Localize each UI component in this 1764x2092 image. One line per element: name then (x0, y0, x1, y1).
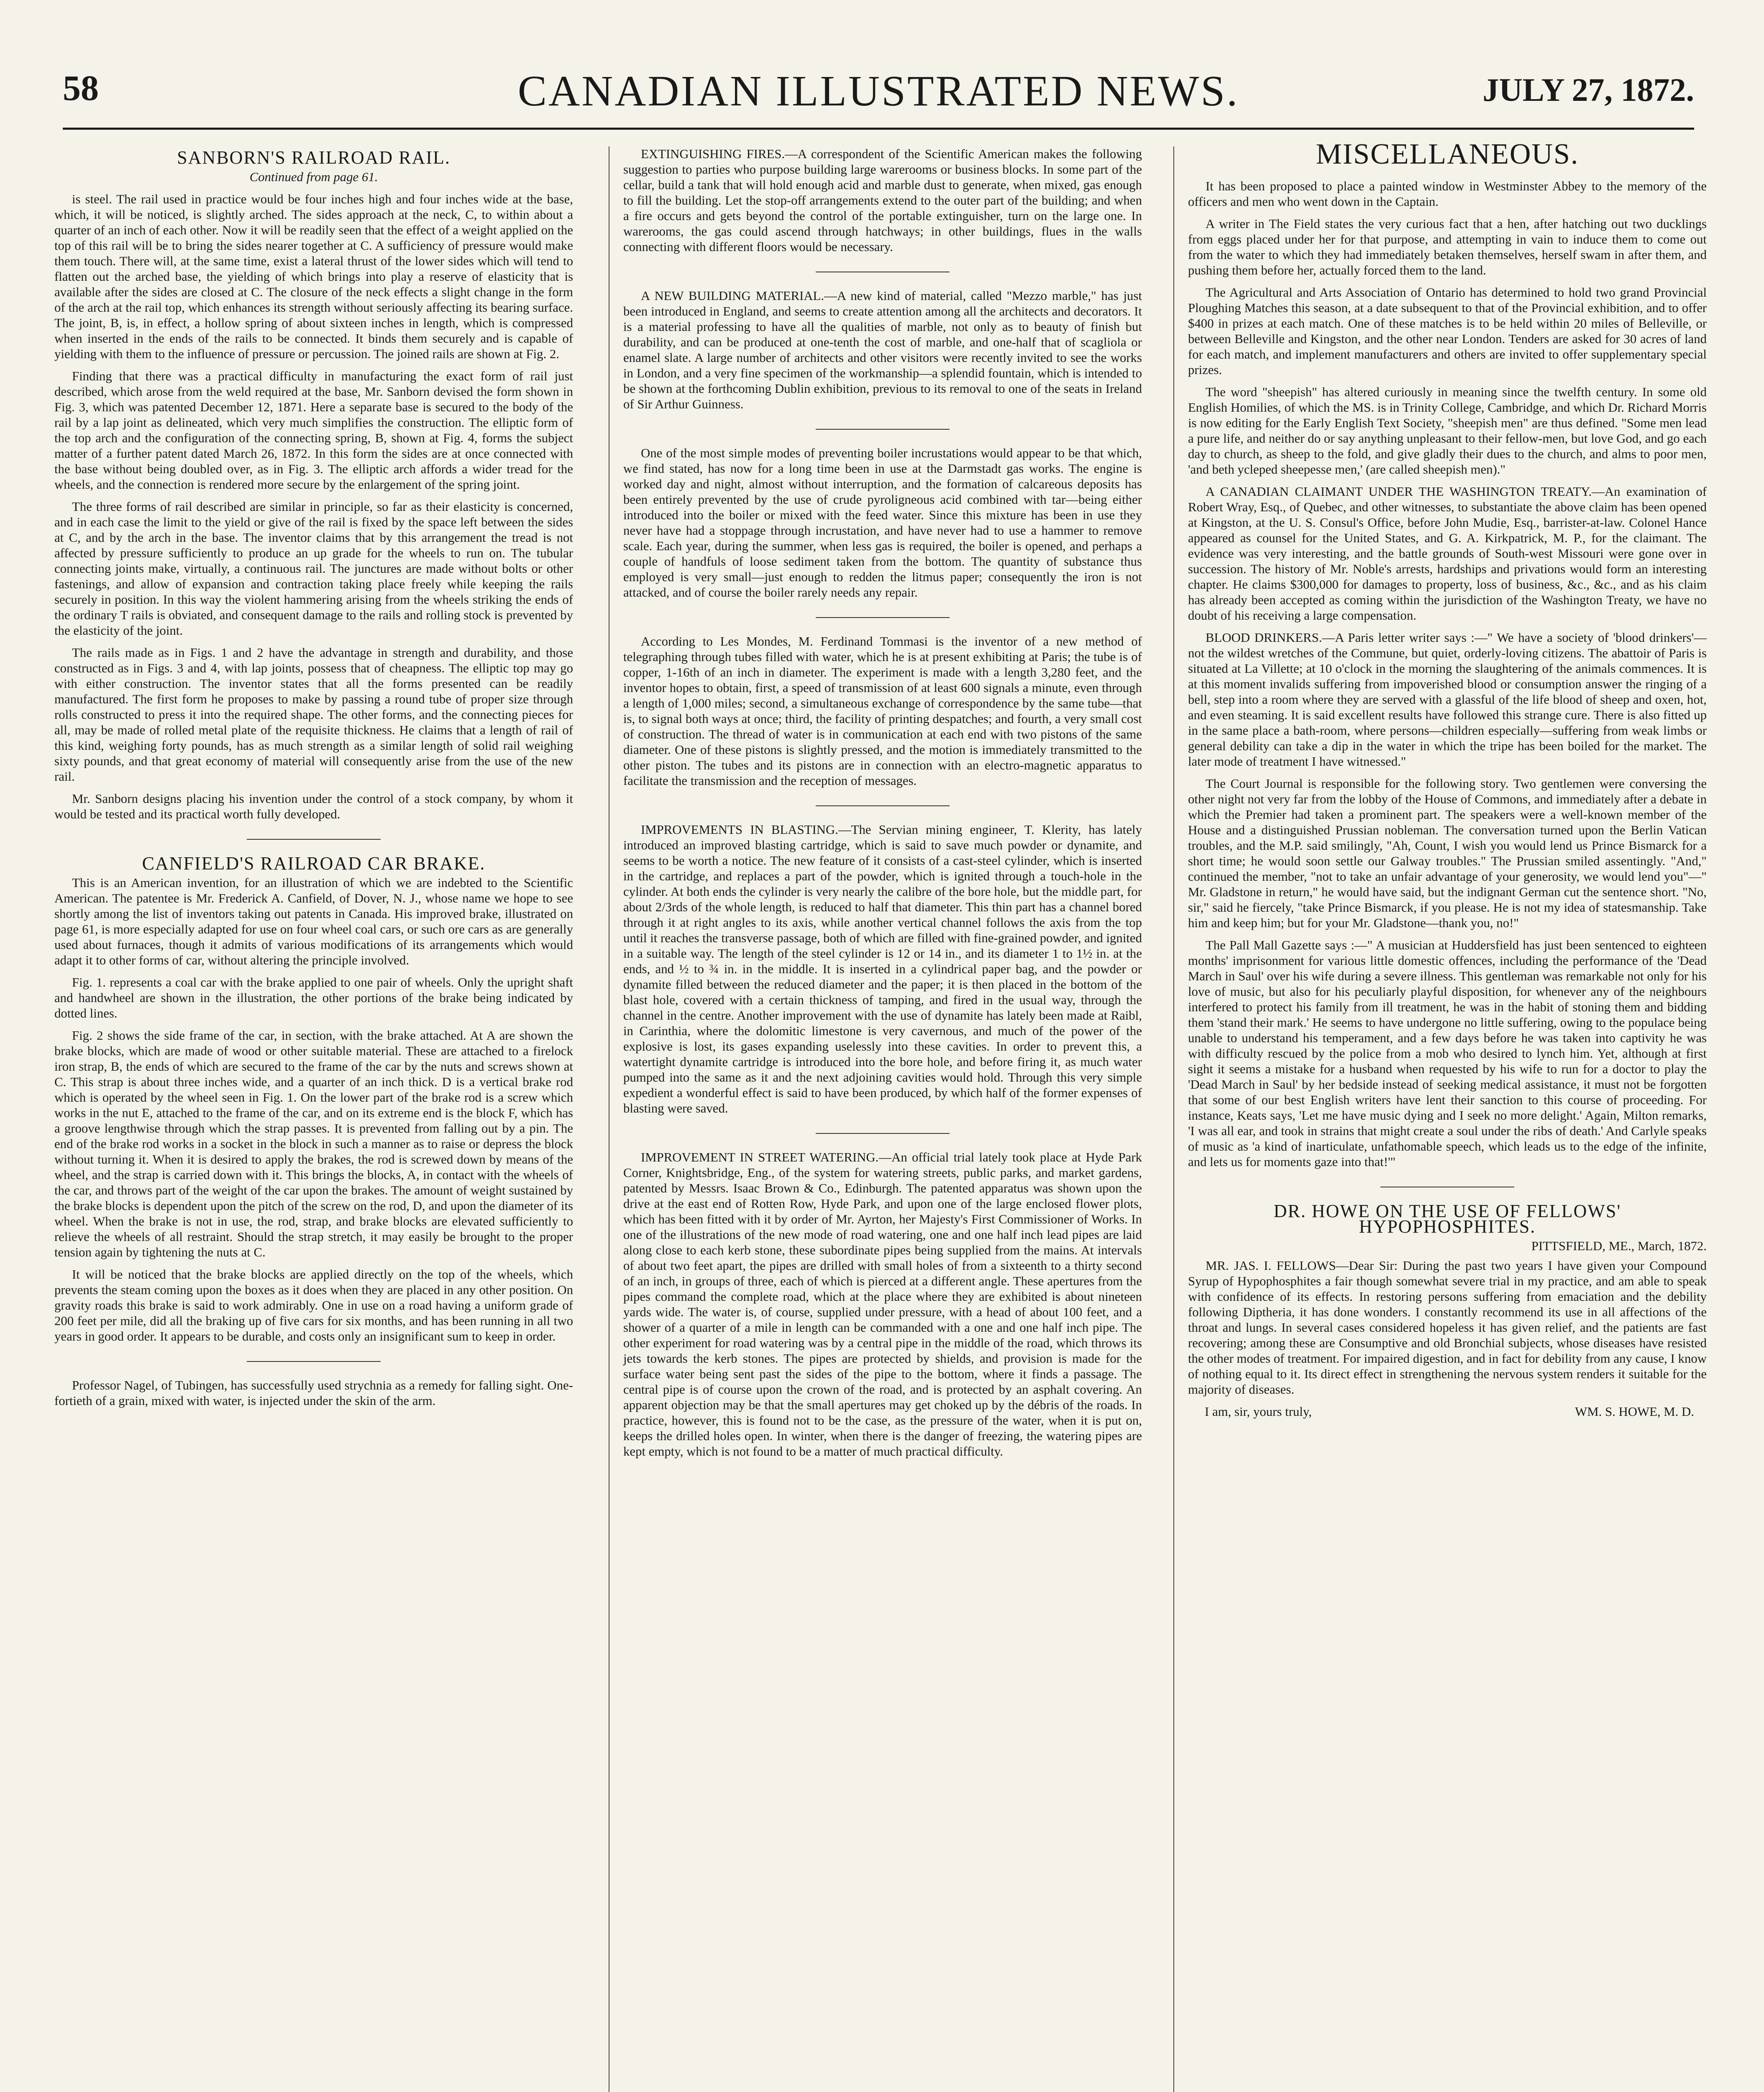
article-heading: SANBORN'S RAILROAD RAIL. (177, 147, 451, 168)
column-2 (623, 146, 1142, 1466)
paragraph: A writer in The Field states the very curious fact that a hen, after hatching out two ducklings from eggs placed under her for that purpose, and attempting in vain to induce them to come out from the water to which they had immediately betaken themselves, herself swam in after them, and pushing them before her, actually forced them to the land. (1188, 217, 1707, 277)
issue-date: JULY 27, 1872. (1482, 72, 1694, 108)
header-rule (63, 128, 1694, 130)
paragraph: It has been proposed to place a painted window in Westminster Abbey to the memory of the officers and men who went down in the Captain. (1188, 179, 1707, 209)
signature: WM. S. HOWE, M. D. (1575, 1405, 1694, 1419)
paragraph: BLOOD DRINKERS.—A Paris letter writer says :—" We have a society of 'blood drinkers'—not the wildest wretches of the Commune, but quiet, orderly-loving citizens. The abattoir of Paris is situated at La Villette; at 10 o'clock in the morning the slaughtering of the animals commences. It is at this moment invalids suffering from impoverished blood or consumption answer the ringing of a bell, step into a room where they are served with a glassful of the life blood of sheep and oxen, hot, and even steaming. It is said excellent results have followed this strange cure. There is also fitted up in the same place a bath-room, where persons—children especially—suffering from weak limbs or general debility can take a dip in the water in which the tripe has been boiled for the market. The later mode of treatment I have witnessed." (1188, 631, 1707, 769)
separator (816, 429, 950, 430)
signature-block (1188, 1404, 1707, 1420)
dateline: PITTSFIELD, ME., March, 1872. (1531, 1239, 1707, 1253)
article-heading: CANFIELD'S RAILROAD CAR BRAKE. (142, 853, 486, 874)
column-3 (1188, 138, 1707, 1420)
paragraph: EXTINGUISHING FIRES.—A correspondent of the Scientific American makes the following suggestion to parties who purpose building large warerooms or business blocks. In some part of the cellar, build a tank that will hold enough acid and marble dust to generate, when mixed, gas enough to fill the building. Let the stop-off arrangements extend to the outer part of the building; and when a fire occurs and gets beyond the control of the portable extinguisher, turn on the large one. In warerooms, the gas could ascend through hatchways; in other buildings, flues in the walls connecting with different floors would be necessary. (623, 147, 1142, 254)
paragraph: It will be noticed that the brake blocks are applied directly on the top of the wheels, which prevents the steam coming upon the boxes as it does when they are placed in any other position. On gravity roads this brake is said to work admirably. One in use on a road having a uniform grade of 200 feet per mile, did all the braking up of five cars for six months, and has been running in all two years in good order. It appears to be durable, and costs only an insignificant sum to keep in order. (54, 1267, 573, 1343)
paragraph: A CANADIAN CLAIMANT UNDER THE WASHINGTON TREATY.—An examination of Robert Wray, Esq., of Quebec, and other witnesses, to substantiate the above claim has been opened at Kingston, at the U. S. Consul's Office, before John Mudie, Esq., barrister-at-law. Colonel Hance appeared as counsel for the United States, and G. A. Kirkpatrick, M. P., for the claimant. The evidence was very interesting, and the battle grounds of South-west Missouri were gone over in succession. The history of Mr. Noble's arrests, hardships and privations would form an interesting chapter. He claims $300,000 for damages to property, loss of business, &c., &c., and as his claim has already been accepted as coming within the jurisdiction of the Washington Treaty, we have no doubt of his receiving a large compensation. (1188, 485, 1707, 623)
separator (816, 617, 950, 618)
paragraph: MR. JAS. I. FELLOWS—Dear Sir: During the past two years I have given your Compound Syrup of Hypophosphites a fair though somewhat severe trial in my practice, and am able to speak with confidence of its effects. In restoring persons suffering from emaciation and the debility following Diptheria, it has done wonders. I constantly recommend its use in all affections of the throat and lungs. In several cases considered hopeless it has given relief, and the patients are fast recovering; among these are Consumptive and old Bronchial subjects, whose diseases have resisted the other modes of treatment. For impaired digestion, and in fact for debility from any cause, I know of nothing equal to it. Its direct effect in strengthening the nervous system renders it suitable for the majority of diseases. (1188, 1259, 1707, 1397)
paragraph: IMPROVEMENT IN STREET WATERING.—An official trial lately took place at Hyde Park Corner, Knightsbridge, Eng., of the system for watering streets, public parks, and market gardens, patented by Messrs. Isaac Brown & Co., Edinburgh. The patented apparatus was shown upon the drive at the east end of Rotten Row, Hyde Park, and upon one of the large enclosed flower plots, which has been fitted with it by order of Mr. Ayrton, her Majesty's First Commissioner of Works. In one of the illustrations of the new mode of road watering, one and one half inch lead pipes are laid along close to each kerb stone, these subordinate pipes being supplied from the mains. At intervals of about two feet apart, the pipes are drilled with small holes of from a sixteenth to a thirty second of an inch, in groups of three, each of which is pierced at a different angle. These apertures from the pipes command the complete road, which at the place where they are exhibited is about nineteen yards wide. The water is, of course, supplied under pressure, with a head of about 100 feet, and a shower of a quarter of a mile in length can be commanded with a one and one half inch pipe. The other experiment for road watering was by a central pipe in the middle of the road, which throws its jets towards the kerb stones. The pipes are protected by shields, and provision is made for the surface water being sent past the sides of the pipe to the bottom, where it finds a passage. The central pipe is of course upon the crown of the road, and is protected by an asphalt covering. An apparent objection may be that the small apertures may get choked up by the débris of the roads. In practice, however, this is found not to be the case, as the pressure of the water, when it is put on, keeps the drilled holes open. In winter, when there is the danger of freezing, the watering pipes are kept empty, which is not found to be a matter of much practical difficulty. (623, 1150, 1142, 1459)
separator (816, 1133, 950, 1134)
column-divider (1173, 146, 1174, 2092)
article-body (54, 192, 573, 822)
separator (247, 839, 381, 840)
article-body (54, 875, 573, 1344)
paragraph: One of the most simple modes of preventing boiler incrustations would appear to be that which, we find stated, has now for a long time been in use at the Darmstadt gas works. The engine is worked day and night, almost without interruption, and the formation of calcareous deposits has been entirely prevented by the use of crude pyroligneous acid combined with tar—being either introduced into the boiler or mixed with the feed water. Since this mixture has been in use they never have had a stoppage through incrustation, and have never had to use a hammer to remove scale. Each year, during the summer, when less gas is required, the boiler is opened, and perhaps a couple of handfuls of loose sediment taken from the bottom. The quantity of substance thus employed is very small—just enough to redden the litmus paper; consequently the iron is not attacked, and of course the boiler rarely needs any repair. (623, 446, 1142, 600)
paragraph: The Court Journal is responsible for the following story. Two gentlemen were conversing the other night not very far from the lobby of the House of Commons, and immediately after a debate in which the Premier had taken a prominent part. The speakers were a well-known member of the House and a distinguished Prussian nobleman. The conversation turned upon the Berlin Vatican troubles, and the M.P. said smilingly, "Ah, Count, I wish you would lend us Prince Bismarck for a short time; he would soon settle our Galway troubles." The Prussian smiled assentingly. "And," continued the member, "not to take an unfair advantage of your generosity, we would lend you"—" Mr. Gladstone in return," he would have said, but the indignant German cut the sentence short. "No, sir," said he fiercely, "take Prince Bismarck, if you please. He is not my idea of statesmanship. Take him and keep him; but for your Mr. Gladstone—thank you, no!" (1188, 777, 1707, 930)
paragraph: The word "sheepish" has altered curiously in meaning since the twelfth century. In some old English Homilies, of which the MS. is in Trinity College, Cambridge, and which Dr. Richard Morris is now editing for the Early English Text Society, "sheepish men" are thus defined. "Some men lead a pure life, and neither do or say anything unpleasant to their fellow-men, but love God, and go each day to church, as sheep to the fold, and give gladly their dues to the church, and alms to poor men, 'and beth ycleped sheepesse men,' (are called sheepish men)." (1188, 385, 1707, 477)
paragraph: According to Les Mondes, M. Ferdinand Tommasi is the inventor of a new method of telegraphing through tubes filled with water, which he is at present exhibiting at Paris; the tube is of copper, 1-16th of an inch in diameter. The experiment is made with a length 3,280 feet, and the inventor hopes to obtain, first, a speed of transmission of at least 600 signals a minute, even through a length of 1,000 miles; second, a simultaneous exchange of correspondence by the same tube—that is, to signal both ways at once; third, the facility of printing despatches; and fourth, a very small cost of construction. The thread of water is in communication at each end with two pistons of the same diameter. One of these pistons is slightly pressed, and the motion is immediately transmitted to the other piston. The tubes and its pistons are in connection with an electro-magnetic apparatus to facilitate the transmission and the reception of messages. (623, 634, 1142, 788)
paragraph: The three forms of rail described are similar in principle, so far as their elasticity is concerned, and in each case the limit to the yield or give of the rail is fixed by the space left between the sides at C, and by the arch in the base. The inventor claims that by this arrangement the tread is not affected by pressure sufficiently to produce an up grade for the wheels to run on. The tubular connecting joints make, virtually, a continuous rail. The junctures are made without bolts or other fastenings, and allow of expansion and contraction taking place freely while keeping the rails securely in position. In this way the violent hammering arising from the wheels striking the ends of the ordinary T rails is obviated, and consequent damage to the rails and rolling stock is prevented by the elasticity of the joint. (54, 500, 573, 638)
paragraph: Professor Nagel, of Tubingen, has successfully used strychnia as a remedy for falling sight. One-fortieth of a grain, mixed with water, is injected under the skin of the arm. (54, 1378, 573, 1408)
paragraph: Fig. 2 shows the side frame of the car, in section, with the brake attached. At A are shown the brake blocks, which are made of wood or other suitable material. These are attached to a firelock iron strap, B, the ends of which are secured to the frame of the car by the nuts and screws shown at C. This strap is about three inches wide, and a quarter of an inch thick. D is a vertical brake rod which is operated by the wheel seen in Fig. 1. On the lower part of the brake rod is a screw which works in the nut E, attached to the frame of the car, and on its extreme end is the block F, which has a groove lengthwise through which the strap passes. It is prevented from falling out by a pin. The end of the brake rod works in a socket in the block in such a manner as to raise or depress the block without turning it. When it is desired to apply the brakes, the rod is screwed down by means of the wheel, and the strap is carried down with it. This brings the blocks, A, in contact with the wheels of the car, and throws part of the weight of the car upon the brakes. The amount of weight sustained by the brake blocks is dependent upon the pitch of the screw on the rod, D, and upon the diameter of its wheel. When the brake is not in use, the rod, strap, and brake blocks are elevated sufficiently to relieve the wheels of all restraint. Should the strap stretch, it may easily be brought to the proper tension again by tightening the nuts at C. (54, 1028, 573, 1259)
page-number: 58 (63, 68, 99, 108)
paragraph: Mr. Sanborn designs placing his invention under the control of a stock company, by whom it would be tested and its practical worth fully developed. (54, 792, 573, 821)
column-1 (54, 146, 573, 1415)
paragraph: The Agricultural and Arts Association of Ontario has determined to hold two grand Provincial Ploughing Matches this season, at a date subsequent to that of the Provincial exhibition, and to offer $400 in prizes at each match. One of these matches is to be held within 20 miles of Belleville, or between Belleville and Kingston, and the other near London. Tenders are asked for 30 acres of land for each match, and implement manufacturers and others are invited to offer supplementary special prizes. (1188, 285, 1707, 377)
paragraph: A NEW BUILDING MATERIAL.—A new kind of material, called "Mezzo marble," has just been introduced in England, and seems to create attention among all the architects and decorators. It is a material professing to have all the qualities of marble, not only as to beauty of finish but durability, and can be produced at one-tenth the cost of marble, and one-half that of scagliola or enamel slate. A large number of architects and other visitors were recently invited to see the works in London, and a very fine specimen of the workmanship—a splendid fountain, which is intended to be shown at the forthcoming Dublin exhibition, previous to its removal to one of the seats in Ireland of Sir Arthur Guinness. (623, 289, 1142, 411)
paragraph: Fig. 1. represents a coal car with the brake applied to one pair of wheels. Only the upright shaft and handwheel are shown in the illustration, the other portions of the brake being indicated by dotted lines. (54, 975, 573, 1020)
section-heading: MISCELLANEOUS. (1316, 138, 1579, 170)
paragraph: Finding that there was a practical difficulty in manufacturing the exact form of rail just described, which arose from the weld required at the base, Mr. Sanborn devised the form shown in Fig. 3, which was patented December 12, 1871. Here a separate base is secured to the body of the rail by a lap joint as delineated, which very much simplifies the construction. The elliptic form of the top arch and the configuration of the connecting spring, B, shown at Fig. 4, forms the subject matter of a further patent dated March 26, 1872. In this form the sides are at once connected with the base without being doubled over, as in Fig. 3. The elliptic arch affords a wider tread for the wheels, and the connection is rendered more secure by the enlargement of the spring joint. (54, 369, 573, 492)
newspaper-title: CANADIAN ILLUSTRATED NEWS. (517, 67, 1239, 115)
paragraph: The rails made as in Figs. 1 and 2 have the advantage in strength and durability, and those constructed as in Figs. 3 and 4, with lap joints, possess that of cheapness. The elliptic top may go with either construction. The inventor states that all the forms presented can be readily manufactured. The first form he proposes to make by passing a round tube of proper size through rolls constructed to press it into the required shape. The other forms, and the connecting pieces for all, may be made of rolled metal plate of the requisite thickness. He claims that a length of rail of this kind, weighing forty pounds, has as much strength as a similar length of solid rail weighing sixty pounds, and that great economy of material will consequently arise from the use of the new rail. (54, 646, 573, 784)
closing: I am, sir, yours truly, (1205, 1405, 1312, 1419)
separator (816, 805, 950, 806)
paragraph: The Pall Mall Gazette says :—" A musician at Huddersfield has just been sentenced to eighteen months' imprisonment for various little domestic offences, including the performance of the 'Dead March in Saul' over his wife during a severe illness. This gentleman was remarkable not only for his love of music, but also for his peculiarly playful disposition, for whenever any of the neighbours interfered to protect his family from ill treatment, he was in the habit of stoning them and bidding them 'stand their mark.' He seems to have undergone no little suffering, owing to the populace being unable to understand his temperament, and a few days before he was taken into captivity he was with difficulty rescued by the police from a mob who desired to lynch him. Yet, although at first sight it seems a mistake for a husband when requested by his wife to run for a doctor to play the 'Dead March in Saul' by her bedside instead of seeking medical assistance, it must not be forgotten that some of our best English writers have lent their sanction to this course of proceeding. For instance, Keats says, 'Let me have music dying and I seek no more delight.' Again, Milton remarks, 'I was all ear, and took in strains that might create a soul under the ribs of death.' And Carlyle speaks of music as 'a kind of inarticulate, unfathomable speech, which leads us to the edge of the infinite, and lets us for moments gaze into that!'" (1188, 938, 1707, 1169)
continuation-note: Continued from page 61. (249, 170, 378, 184)
paragraph: This is an American invention, for an illustration of which we are indebted to the Scientific American. The patentee is Mr. Frederick A. Canfield, of Dover, N. J., whose name we hope to see shortly among the list of inventors taking out patents in Canada. His improved brake, illustrated on page 61, is more especially adapted for use on four wheel coal cars, or such ore cars as are generally used about furnaces, though it admits of various modifications of its arrangements which would adapt it to other forms of car, without altering the principle involved. (54, 876, 573, 967)
paragraph: IMPROVEMENTS IN BLASTING.—The Servian mining engineer, T. Klerity, has lately introduced an improved blasting cartridge, which is said to save much powder or dynamite, and seems to be worth a notice. The new feature of it consists of a cast-steel cylinder, which is inserted in the cartridge, and replaces a part of the powder, which is ignited through a touch-hole in the cylinder. At both ends the cylinder is very nearly the calibre of the bore hole, but the middle part, for about 2/3rds of the whole length, is reduced to half that diameter. This thin part has a channel bored through it at right angles to its axis, while another vertical channel follows the axis from the top until it reaches the transverse passage, both of which are filled with fine-grained powder, and ignited in a suitable way. The length of the steel cylinder is 12 or 14 in., and its diameter 1 to 1½ in. at the ends, and ½ to ¾ in. in the middle. It is inserted in a cylindrical paper bag, and the powder or dynamite filled between the reduced diameter and the paper; it is then placed in the bottom of the blast hole, covered with a certain thickness of tamping, and fired in the usual way, through the channel in the centre. Another improvement with the use of dynamite has lately been made at Raibl, in Carinthia, where the dolomitic limestone is very cavernous, and much of the power of the explosive is lost, its gases expanding uselessly into these cavities. In order to prevent this, a watertight dynamite cartridge is introduced into the bore hole, and before firing it, as much water pumped into the same as it and the next adjoining cavities would hold. Through this very simple expedient a wonderful effect is said to have been produced, by which half of the former expenses of blasting were saved. (623, 823, 1142, 1115)
paragraph: is steel. The rail used in practice would be four inches high and four inches wide at the base, which, it will be noticed, is slightly arched. The sides approach at the neck, C, to within about a quarter of an inch of each other. Now it will be readily seen that the effect of a weight applied on the top of this rail will be to bring the sides nearer together at C. A sufficiency of pressure would make them touch. There will, at the same time, exist a lateral thrust of the lower sides which will tend to flatten out the arched base, the yielding of which brings into play a reserve of elasticity that is available after the sides are closed at C. The closure of the neck effects a slight change in the form of the arch at the rail top, which enhances its strength without seriously affecting its bearing surface. The joint, B, is, in effect, a hollow spring of about sixteen inches in length, which is compressed when inserted in the ends of the rails to be connected. It binds them securely and is capable of yielding with them to the influence of pressure or percussion. The joined rails are shown at Fig. 2. (54, 192, 573, 361)
masthead (63, 59, 1694, 126)
separator (247, 1361, 381, 1362)
article-heading: DR. HOWE ON THE USE OF FELLOWS' HYPOPHOSPHITES. (1273, 1201, 1621, 1237)
